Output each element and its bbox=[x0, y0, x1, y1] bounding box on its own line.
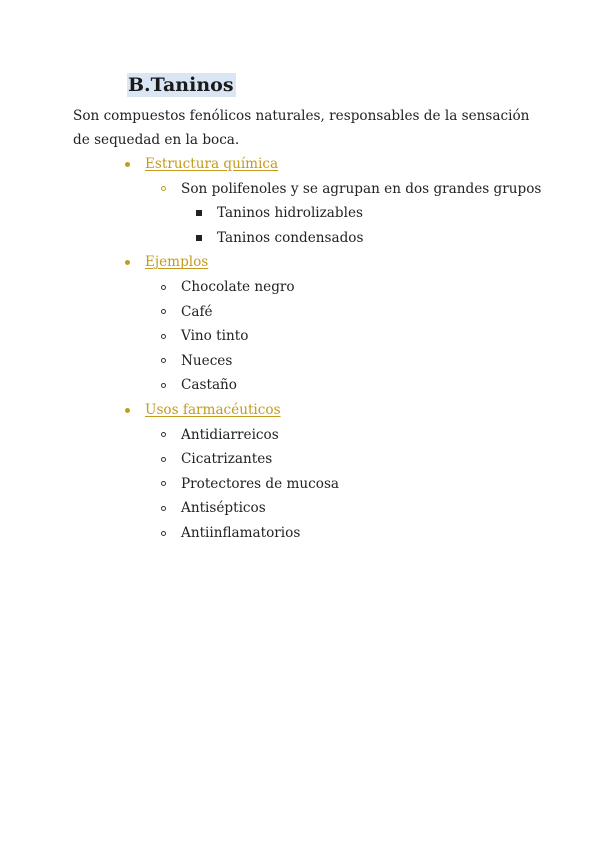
list-item bbox=[0, 496, 600, 520]
filled-bullet-icon bbox=[121, 398, 133, 422]
section-link[interactable]: Usos farmacéuticos bbox=[145, 402, 281, 418]
hollow-bullet-icon bbox=[157, 447, 169, 471]
filled-bullet-icon bbox=[121, 152, 133, 176]
list-item bbox=[0, 349, 600, 373]
list-item-text: Antiinflamatorios bbox=[181, 525, 301, 541]
section-link[interactable]: Ejemplos bbox=[145, 254, 209, 271]
filled-bullet-icon bbox=[121, 250, 133, 274]
hollow-bullet-icon bbox=[157, 349, 169, 373]
list-item-text: Taninos condensados bbox=[217, 229, 364, 246]
square-bullet-icon bbox=[193, 201, 205, 225]
sub-list-item bbox=[0, 226, 600, 250]
list-item-text: Cicatrizantes bbox=[181, 451, 273, 468]
section-item bbox=[0, 152, 600, 176]
hollow-bullet-icon bbox=[157, 496, 169, 520]
section-item bbox=[0, 250, 600, 274]
hollow-bullet-icon bbox=[157, 300, 169, 324]
list-item-text: Son polifenoles y se agrupan en dos grandes grupos bbox=[181, 180, 542, 197]
hollow-bullet-icon bbox=[157, 521, 169, 545]
list-item-text: Protectores de mucosa bbox=[181, 475, 340, 492]
section-item bbox=[0, 398, 600, 422]
section-heading: B.Taninos bbox=[128, 74, 234, 96]
hollow-bullet-icon bbox=[157, 423, 169, 447]
sub-list-item bbox=[0, 201, 600, 225]
list-item-text: Chocolate negro bbox=[181, 279, 295, 295]
hollow-bullet-icon bbox=[157, 472, 169, 496]
list-item-text: Antisépticos bbox=[181, 500, 266, 517]
hollow-bullet-icon bbox=[157, 324, 169, 348]
list-item-text: Taninos hidrolizables bbox=[217, 205, 363, 222]
list-item-text: Nueces bbox=[181, 352, 233, 369]
list-item bbox=[0, 177, 600, 201]
hollow-bullet-icon bbox=[157, 177, 169, 201]
list-item bbox=[0, 373, 600, 397]
list-item bbox=[0, 472, 600, 496]
list-item bbox=[0, 300, 600, 324]
list-item bbox=[0, 447, 600, 471]
hollow-bullet-icon bbox=[157, 373, 169, 397]
list-item-text: Castaño bbox=[181, 377, 237, 394]
list-item-text: Vino tinto bbox=[181, 328, 249, 345]
hollow-bullet-icon bbox=[157, 275, 169, 299]
list-item bbox=[0, 275, 600, 299]
list-item bbox=[0, 324, 600, 348]
list-item-text: Café bbox=[181, 303, 213, 320]
square-bullet-icon bbox=[193, 226, 205, 250]
list-item bbox=[0, 423, 600, 447]
intro-paragraph: Son compuestos fenólicos naturales, responsables de la sensación de sequedad en la boca. bbox=[73, 108, 530, 148]
list-item-text: Antidiarreicos bbox=[181, 426, 279, 443]
list-item bbox=[0, 521, 600, 545]
section-link[interactable]: Estructura química bbox=[145, 156, 279, 172]
